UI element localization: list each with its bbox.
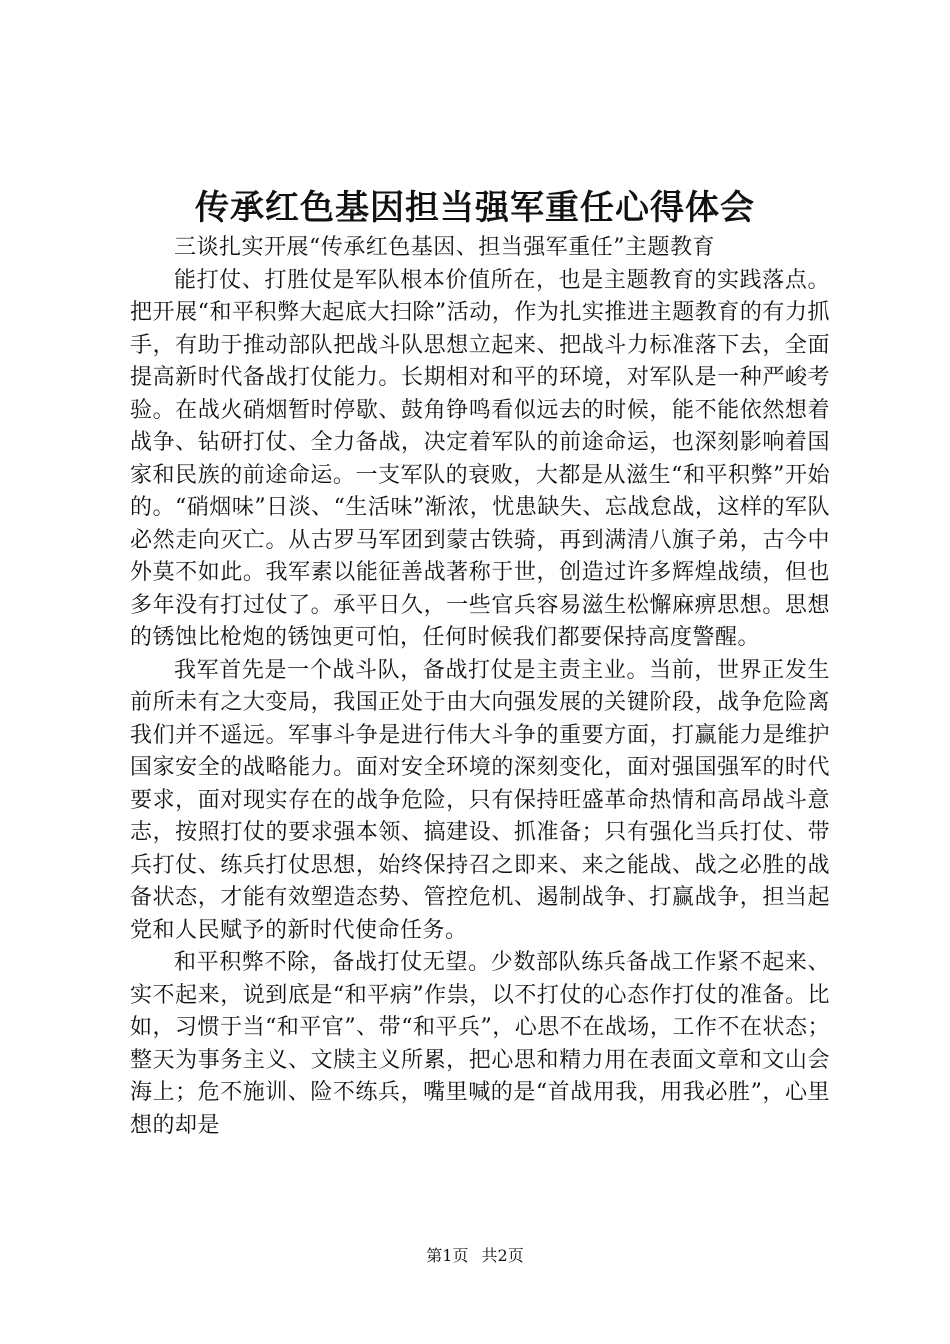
paragraph-1: 能打仗、打胜仗是军队根本价值所在，也是主题教育的实践落点。把开展“和平积弊大起底大扫除”活动，作为扎实推进主题教育的有力抓手，有助于推动部队把战斗队思想立起来、把战斗力标准落下去，全面提高新时代备战打仗能力。长期相对和平的环境，对军队是一种严峻考验。在战火硝烟暂时停歇、鼓角铮鸣看似远去的时候，能不能依然想着战争、钻研打仗、全力备战，决定着军队的前途命运，也深刻影响着国家和民族的前途命运。一支军队的衰败，大都是从滋生“和平积弊”开始的。“硝烟味”日淡、“生活味”渐浓，忧患缺失、忘战怠战，这样的军队必然走向灭亡。从古罗马军团到蒙古铁骑，再到满清八旗子弟，古今中外莫不如此。我军素以能征善战著称于世，创造过许多辉煌战绩，但也多年没有打过仗了。承平日久，一些官兵容易滋生松懈麻痹思想。思想的锈蚀比枪炮的锈蚀更可怕，任何时候我们都要保持高度警醒。 — [130, 267, 830, 650]
page-footer — [0, 1244, 950, 1268]
page-total: 共2页 — [481, 1246, 524, 1265]
paragraph-3: 和平积弊不除，备战打仗无望。少数部队练兵备战工作紧不起来、实不起来，说到底是“和平病”作祟，以不打仗的心态作打仗的准备。比如，习惯于当“和平官”、带“和平兵”，心思不在战场，工作不在状态；整天为事务主义、文牍主义所累，把心思和精力用在表面文章和文山会海上；危不施训、险不练兵，嘴里喊的是“首战用我，用我必胜”，心里想的却是 — [130, 950, 830, 1138]
document-body — [130, 232, 830, 1142]
document-subtitle: 三谈扎实开展“传承红色基因、担当强军重任”主题教育 — [174, 235, 715, 260]
document-title: 传承红色基因担当强军重任心得体会 — [195, 188, 755, 228]
paragraph-2: 我军首先是一个战斗队，备战打仗是主责主业。当前，世界正发生前所未有之大变局，我国正处于由大向强发展的关键阶段，战争危险离我们并不遥远。军事斗争是进行伟大斗争的重要方面，打赢能力是维护国家安全的战略能力。面对安全环境的深刻变化，面对强国强军的时代要求，面对现实存在的战争危险，只有保持旺盛革命热情和高昂战斗意志，按照打仗的要求强本领、搞建设、抓准备；只有强化当兵打仗、带兵打仗、练兵打仗思想，始终保持召之即来、来之能战、战之必胜的战备状态，才能有效塑造态势、管控危机、遏制战争、打赢战争，担当起党和人民赋予的新时代使命任务。 — [130, 657, 830, 943]
page-number: 第1页 — [426, 1246, 469, 1265]
